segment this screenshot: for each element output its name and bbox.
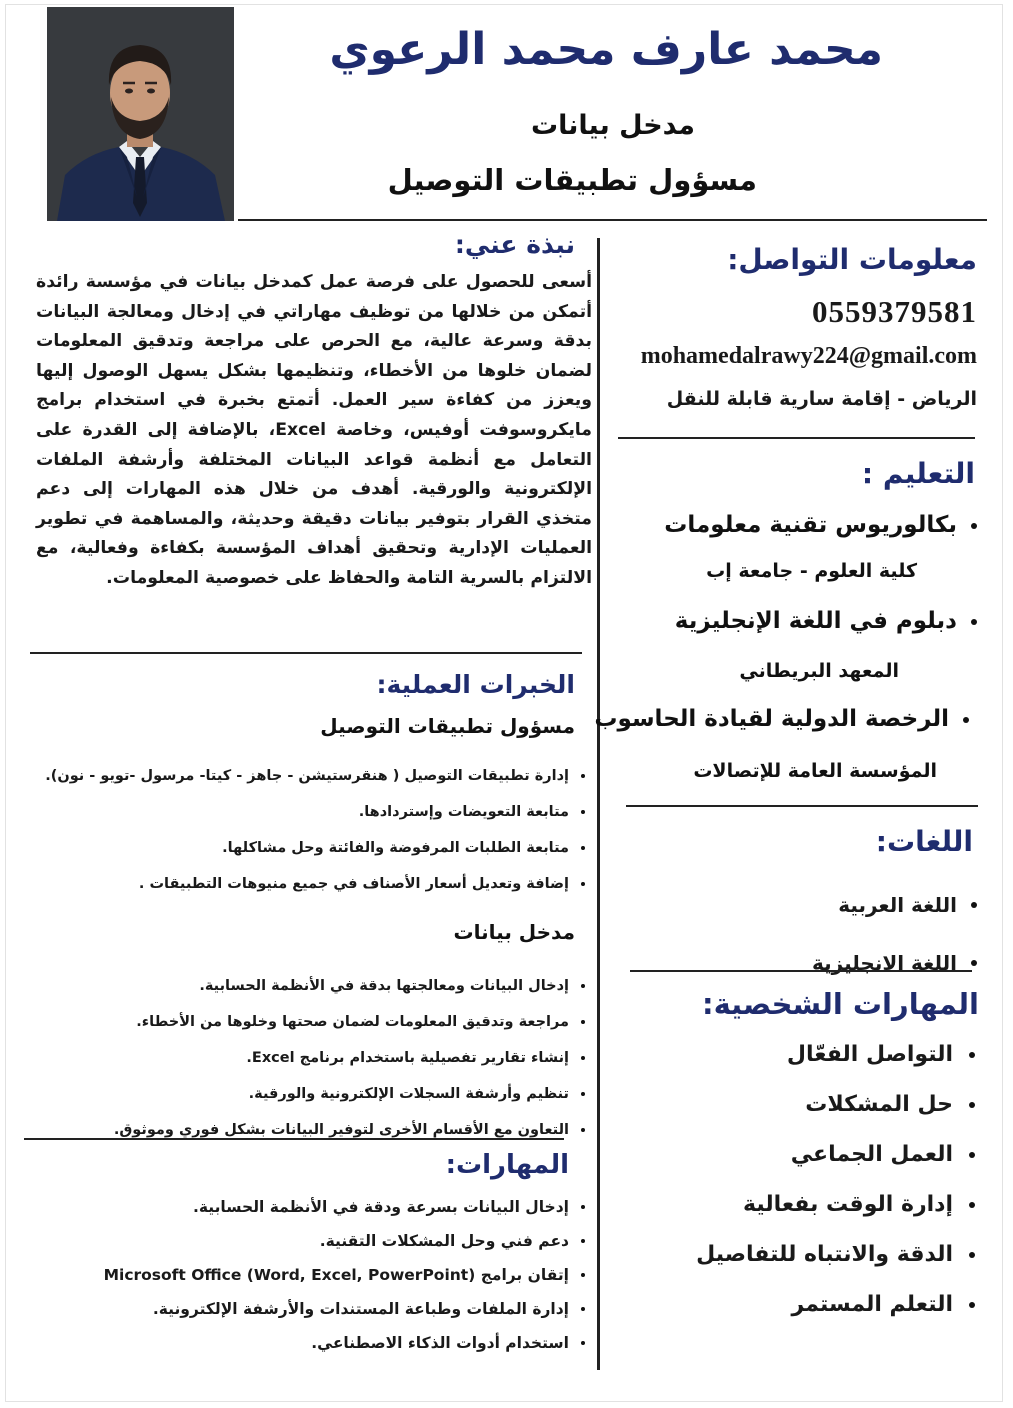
contact-divider: [618, 437, 975, 439]
list-item: دعم فني وحل المشكلات التقنية.: [104, 1224, 569, 1258]
experience-role-title: مسؤول تطبيقات التوصيل: [320, 714, 575, 738]
list-item: التعلم المستمر: [696, 1280, 953, 1330]
email-address[interactable]: mohamedalrawy224@gmail.com: [640, 343, 977, 369]
list-item: إدخال البيانات بسرعة ودقة في الأنظمة الحسابية.: [104, 1190, 569, 1224]
about-divider: [30, 652, 582, 654]
skills-list: [104, 1190, 569, 1360]
list-item: متابعة التعويضات وإستردادها.: [45, 794, 569, 830]
contact-heading: معلومات التواصل:: [727, 243, 977, 276]
languages-list: [812, 876, 957, 992]
languages-heading: اللغات:: [875, 825, 973, 858]
list-item: إضافة وتعديل أسعار الأصناف في جميع منيوهات التطبيقات .: [45, 866, 569, 902]
list-item: إدارة الملفات وطباعة المستندات والأرشفة الإلكترونية.: [104, 1292, 569, 1326]
job-title-primary: مدخل بيانات: [531, 110, 695, 141]
education-heading: التعليم :: [861, 457, 975, 490]
about-paragraph: أسعى للحصول على فرصة عمل كمدخل بيانات في مؤسسة رائدة أتمكن من خلالها من توظيف مهاراتي في إدخال ومعالجة البيانات بدقة وسرعة عالية، مع الحرص على مراجعة وتدقيق المعلومات لضمان خلوها من الأخطاء، وتنظيمها بشكل يسهل الوصول إليها ويعزز من كفاءة سير العمل. أتمتع بخبرة في استخدام برامج مايكروسوفت أوفيس، وخاصة Excel، بالإضافة إلى القدرة على التعامل مع أنظمة قواعد البيانات المختلفة وأرشفة الملفات الإلكترونية والورقية. أهدف من خلال هذه المهارات إلى دعم متخذي القرار بتوفير بيانات دقيقة وحديثة، والمساهمة في تطوير العمليات الإدارية وتحقيق أهداف المؤسسة بكفاءة وفعالية، مع الالتزام بالسرية التامة والحفاظ على خصوصية المعلومات.: [36, 272, 592, 588]
list-item: التعاون مع الأقسام الأخرى لتوفير البيانات بشكل فوري وموثوق.: [114, 1112, 569, 1148]
experience-role-title: مدخل بيانات: [453, 920, 575, 944]
header-divider: [238, 219, 987, 221]
list-item: إتقان برامج Microsoft Office (Word, Excel, PowerPoint): [104, 1258, 569, 1292]
experience-heading: الخبرات العملية:: [376, 670, 575, 699]
candidate-name: محمد عارف محمد الرعوي: [329, 24, 883, 75]
address-text: الرياض - إقامة سارية قابلة للنقل: [666, 388, 977, 410]
bullet-icon: [971, 619, 977, 625]
education-divider: [626, 805, 978, 807]
experience-tasks-list: [45, 758, 569, 902]
bullet-icon: [963, 717, 969, 723]
languages-divider: [630, 970, 972, 972]
job-title-secondary: مسؤول تطبيقات التوصيل: [387, 163, 757, 197]
bullet-icon: [971, 523, 977, 529]
phone-number[interactable]: 0559379581: [812, 294, 977, 329]
education-degree: دبلوم في اللغة الإنجليزية: [675, 608, 977, 634]
soft-skills-heading: المهارات الشخصية:: [701, 987, 979, 1021]
list-item: تنظيم وأرشفة السجلات الإلكترونية والورقية.: [114, 1076, 569, 1112]
list-item: استخدام أدوات الذكاء الاصطناعي.: [104, 1326, 569, 1360]
experience-tasks-list: [114, 968, 569, 1148]
experience-divider: [24, 1138, 564, 1140]
list-item: الدقة والانتباه للتفاصيل: [696, 1230, 953, 1280]
about-heading: نبذة عني:: [454, 230, 575, 259]
education-institution: المعهد البريطاني: [739, 660, 899, 682]
list-item: حل المشكلات: [696, 1080, 953, 1130]
list-item: التواصل الفعّال: [696, 1030, 953, 1080]
education-degree: بكالوريوس تقنية معلومات: [664, 512, 977, 538]
skills-heading: المهارات:: [445, 1150, 569, 1180]
education-institution: كلية العلوم - جامعة إب: [706, 560, 917, 582]
list-item: اللغة العربية: [812, 876, 957, 934]
list-item: متابعة الطلبات المرفوضة والفائتة وحل مشاكلها.: [45, 830, 569, 866]
list-item: إدارة تطبيقات التوصيل ( هنقرستيشن - جاهز - كيتا- مرسول -تويو - نون).: [45, 758, 569, 794]
list-item: مراجعة وتدقيق المعلومات لضمان صحتها وخلوها من الأخطاء.: [114, 1004, 569, 1040]
education-institution: المؤسسة العامة للإتصالات: [693, 760, 937, 782]
soft-skills-list: [696, 1030, 953, 1330]
list-item: اللغة الانجليزية: [812, 934, 957, 992]
column-divider: [597, 238, 600, 1370]
profile-photo: [47, 7, 234, 221]
list-item: إدارة الوقت بفعالية: [696, 1180, 953, 1230]
list-item: إدخال البيانات ومعالجتها بدقة في الأنظمة الحسابية.: [114, 968, 569, 1004]
list-item: إنشاء تقارير تفصيلية باستخدام برنامج Excel.: [114, 1040, 569, 1076]
education-degree: الرخصة الدولية لقيادة الحاسوب: [594, 706, 969, 732]
list-item: العمل الجماعي: [696, 1130, 953, 1180]
